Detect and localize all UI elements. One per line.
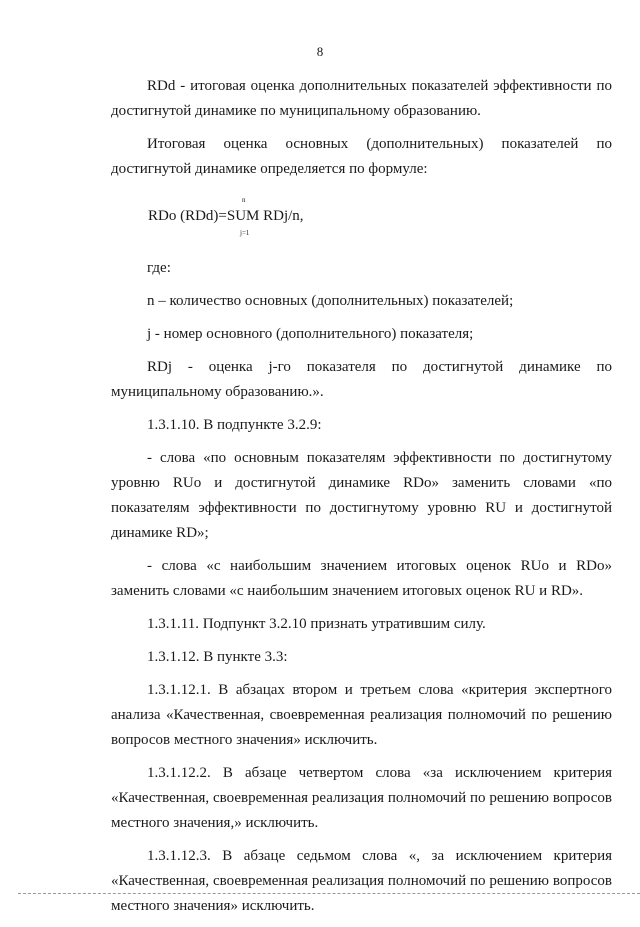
paragraph-1-3-1-11: 1.3.1.11. Подпункт 3.2.10 признать утратившим силу. bbox=[147, 616, 486, 632]
paragraph-1-3-1-10: 1.3.1.10. В подпункте 3.2.9: bbox=[147, 417, 322, 433]
formula-lower-limit: j=1 bbox=[240, 229, 250, 237]
paragraph-rdj-definition: RDj - оценка j-го показателя по достигнутой динамике по муниципальному образованию.». bbox=[111, 359, 612, 400]
summation-formula bbox=[111, 190, 612, 246]
paragraph-1-3-1-12: 1.3.1.12. В пункте 3.3: bbox=[147, 649, 288, 665]
formula-upper-limit: n bbox=[242, 196, 246, 204]
scan-edge-divider bbox=[18, 893, 640, 894]
paragraph-replace-words-2: - слова «с наибольшим значением итоговых оценок RUo и RDo» заменить словами «с наибольшим значением итоговых оценок RU и RD». bbox=[111, 558, 612, 599]
paragraph-1-3-1-12-1: 1.3.1.12.1. В абзацах втором и третьем слова «критерия экспертного анализа «Качественная, своевременная реализация полномочий по решению вопросов местного значения» исключить. bbox=[111, 682, 612, 748]
paragraph-1-3-1-12-3: 1.3.1.12.3. В абзаце седьмом слова «, за исключением критерия «Качественная, своевременная реализация полномочий по решению вопросов местного значения» исключить. bbox=[111, 848, 612, 914]
document-body bbox=[111, 74, 612, 927]
paragraph-n-definition: n – количество основных (дополнительных) показателей; bbox=[147, 293, 514, 309]
paragraph-j-definition: j - номер основного (дополнительного) показателя; bbox=[147, 326, 474, 342]
paragraph-where: где: bbox=[147, 260, 171, 276]
formula-expression: RDo (RDd)=SUM RDj/n, bbox=[148, 208, 304, 224]
page-number: 8 bbox=[316, 44, 324, 59]
paragraph-rdd-definition: RDd - итоговая оценка дополнительных показателей эффективности по достигнутой динамике по муниципальному образованию. bbox=[111, 78, 612, 119]
paragraph-1-3-1-12-2: 1.3.1.12.2. В абзаце четвертом слова «за исключением критерия «Качественная, своевременная реализация полномочий по решению вопросов местного значения,» исключить. bbox=[111, 765, 612, 831]
paragraph-formula-intro: Итоговая оценка основных (дополнительных) показателей по достигнутой динамике определяется по формуле: bbox=[111, 136, 612, 177]
paragraph-replace-words-1: - слова «по основным показателям эффективности по достигнутому уровню RUo и достигнутой динамике RDo» заменить словами «по показателям эффективности по достигнутому уровню RU и достигнутой динамике RD»; bbox=[111, 450, 612, 541]
